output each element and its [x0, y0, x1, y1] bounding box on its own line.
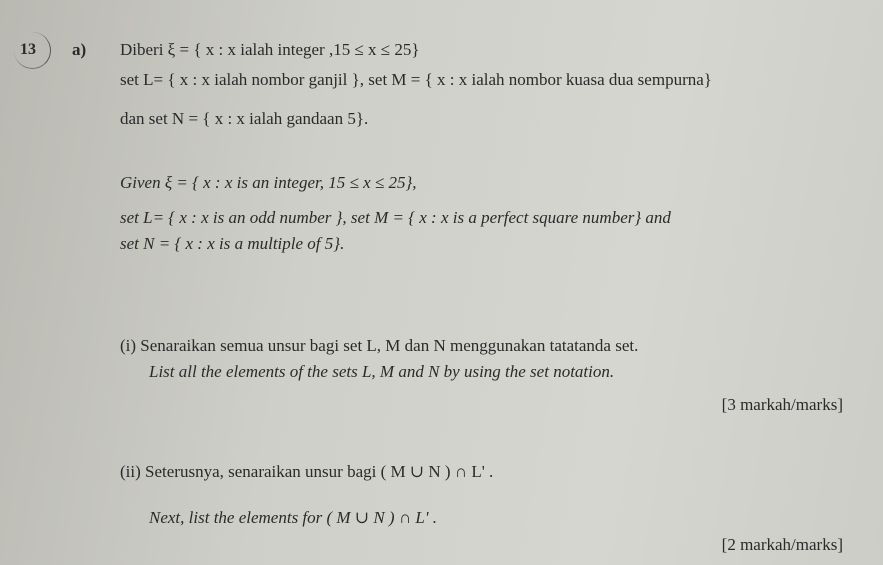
- malay-statement-line-1: Diberi ξ = { x : x ialah integer ,15 ≤ x ≤ 25}: [120, 40, 420, 59]
- question-part: a): [72, 40, 87, 59]
- malay-statement-line-3: dan set N = { x : x ialah gandaan 5}.: [120, 109, 369, 128]
- english-statement-line-2: set L= { x : x is an odd number }, set M = { x : x is a perfect square number} and: [120, 208, 671, 227]
- english-statement-line-3: set N = { x : x is a multiple of 5}.: [120, 234, 345, 253]
- question-number-circle: [14, 32, 51, 69]
- malay-statement-line-2: set L= { x : x ialah nombor ganjil }, set M = { x : x ialah nombor kuasa dua sempurna}: [120, 70, 712, 89]
- subquestion-i-marks: [3 markah/marks]: [721, 395, 843, 414]
- subquestion-ii-english: Next, list the elements for ( M ∪ N ) ∩ L' .: [149, 508, 437, 527]
- question-number: 13: [20, 41, 36, 58]
- subquestion-i-malay: (i) Senaraikan semua unsur bagi set L, M dan N menggunakan tatatanda set.: [120, 336, 639, 355]
- subquestion-i-english: List all the elements of the sets L, M and N by using the set notation.: [149, 362, 615, 381]
- subquestion-ii-marks: [2 markah/marks]: [721, 535, 843, 554]
- subquestion-ii-malay: (ii) Seterusnya, senaraikan unsur bagi ( M ∪ N ) ∩ L' .: [120, 462, 494, 481]
- english-statement-line-1: Given ξ = { x : x is an integer, 15 ≤ x ≤ 25},: [120, 173, 417, 192]
